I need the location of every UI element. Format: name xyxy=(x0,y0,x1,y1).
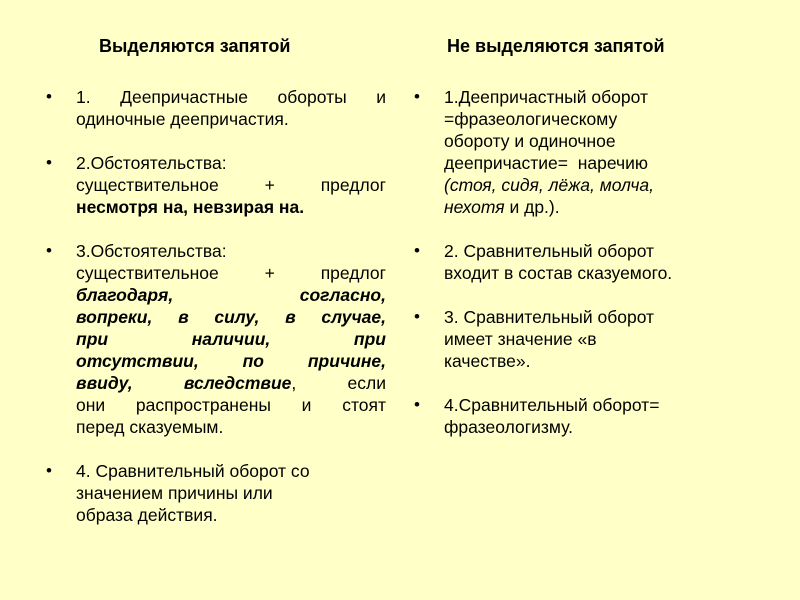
item-text-fragment: деепричастие= xyxy=(444,153,569,173)
item-text-line: =фразеологическому xyxy=(444,109,618,129)
list-item xyxy=(76,86,386,130)
list-item xyxy=(76,240,386,438)
left-heading: Выделяются запятой xyxy=(99,36,291,56)
item-text-line: • 2. Сравнительный оборот xyxy=(444,241,655,261)
item-text-line xyxy=(76,284,386,306)
right-heading: Не выделяются запятой xyxy=(447,36,665,56)
list-item xyxy=(444,86,744,218)
item-text-line: несмотря на, невзирая на. xyxy=(76,197,305,217)
item-text-fragment: при xyxy=(76,329,109,349)
item-text-line: входит в состав сказуемого. xyxy=(444,263,673,283)
list-item xyxy=(76,152,386,218)
left-list xyxy=(76,86,386,548)
right-list xyxy=(444,86,744,460)
item-text-line: перед сказуемым. xyxy=(76,417,224,437)
item-text-line: обороту и одиночное xyxy=(444,131,616,151)
item-text-fragment: , если xyxy=(291,373,386,393)
item-text-fragment: при xyxy=(353,329,386,349)
item-text-line: • 1. Деепричастные обороты и xyxy=(76,87,386,107)
item-text-line: одиночные деепричастия. xyxy=(76,109,289,129)
item-text-fragment: наличии, xyxy=(191,329,271,349)
item-text-line: отсутствии, по причине, xyxy=(76,351,386,371)
item-text-fragment: благодаря, xyxy=(76,285,174,305)
item-text-fragment: и др.). xyxy=(504,197,560,217)
item-text-line: имеет значение «в xyxy=(444,329,597,349)
item-text-line: • 4.Сравнительный оборот= xyxy=(444,395,660,415)
item-text-line: • 3.Обстоятельства: xyxy=(76,241,227,261)
item-text-line: фразеологизму. xyxy=(444,417,573,437)
item-text-line: • 2.Обстоятельства: xyxy=(76,153,227,173)
item-text-line: вопреки, в силу, в случае, xyxy=(76,307,386,327)
item-text-line xyxy=(444,152,744,174)
item-text-line xyxy=(76,372,386,394)
item-text-line: качестве». xyxy=(444,351,531,371)
item-text-line: значением причины или xyxy=(76,483,273,503)
item-text-line: существительное + предлог xyxy=(76,263,386,283)
list-item xyxy=(444,394,744,438)
item-text-line: они распространены и стоят xyxy=(76,395,386,415)
item-text-line: образа действия. xyxy=(76,505,218,525)
item-text-line xyxy=(444,196,744,218)
item-text-line: • 3. Сравнительный оборот xyxy=(444,307,655,327)
list-item xyxy=(444,240,744,284)
item-text-fragment: согласно, xyxy=(299,285,386,305)
item-text-line: существительное + предлог xyxy=(76,175,386,195)
list-item xyxy=(444,306,744,372)
list-item xyxy=(76,460,386,526)
item-text-line xyxy=(76,328,386,350)
item-text-line: • 1.Деепричастный оборот xyxy=(444,87,648,107)
item-text-line: (стоя, сидя, лёжа, молча, xyxy=(444,175,654,195)
item-text-fragment: наречию xyxy=(577,153,649,173)
item-text-fragment: нехотя xyxy=(444,197,505,217)
item-text-line: • 4. Сравнительный оборот со xyxy=(76,461,310,481)
item-text-fragment: ввиду, вследствие xyxy=(76,373,292,393)
